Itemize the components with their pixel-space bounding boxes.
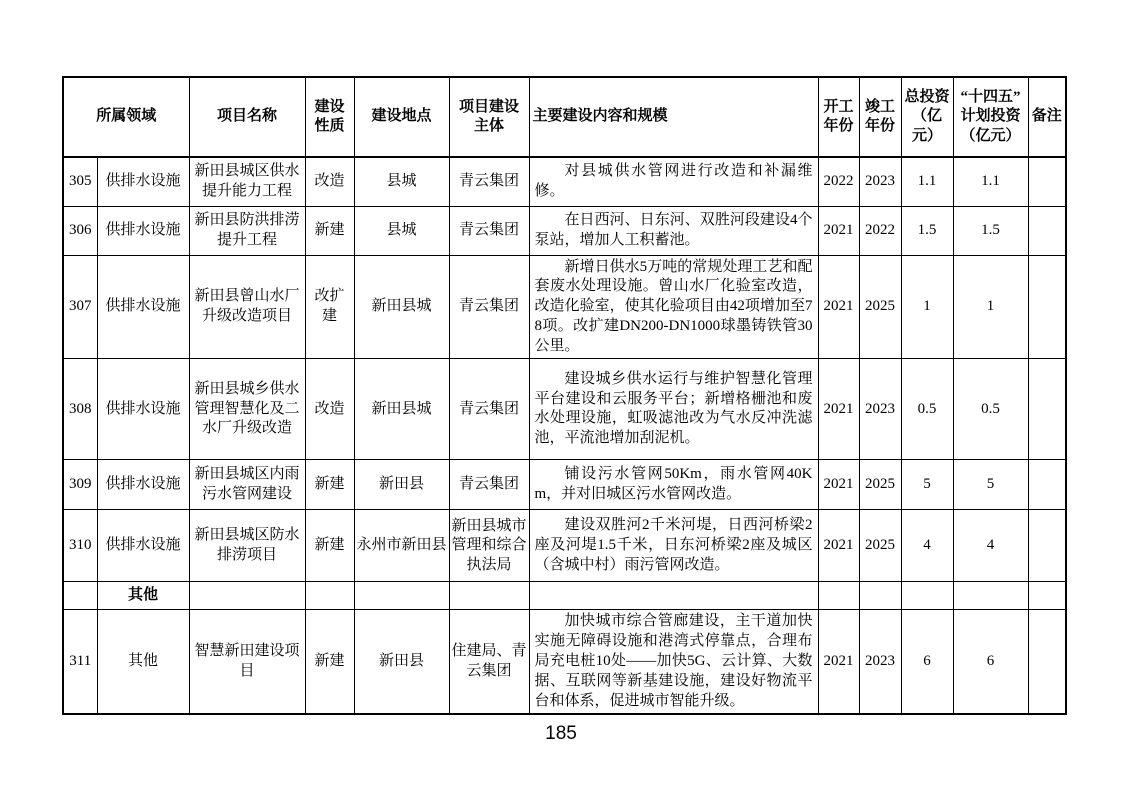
cell-start-year: [818, 582, 859, 610]
cell-plan-investment: 1.5: [953, 206, 1028, 255]
cell-total-investment: 0.5: [901, 359, 953, 460]
cell-end-year: 2023: [859, 610, 901, 714]
cell-total-investment: 5: [901, 460, 953, 510]
table-row: [63, 610, 1066, 714]
cell-project-name: 新田县城乡供水管理智慧化及二水厂升级改造: [189, 359, 305, 460]
cell-note: [1028, 582, 1066, 610]
header-content: 主要建设内容和规模: [529, 77, 818, 157]
cell-entity: 青云集团: [449, 157, 529, 206]
cell-total-investment: [901, 582, 953, 610]
cell-plan-investment: 0.5: [953, 359, 1028, 460]
header-entity: 项目建设主体: [449, 77, 529, 157]
cell-start-year: 2021: [818, 510, 859, 582]
cell-start-year: 2021: [818, 460, 859, 510]
cell-location: 永州市新田县: [354, 510, 449, 582]
cell-note: [1028, 206, 1066, 255]
cell-nature: 新建: [305, 510, 354, 582]
cell-note: [1028, 359, 1066, 460]
cell-entity: 新田县城市管理和综合执法局: [449, 510, 529, 582]
cell-row-number: 308: [63, 359, 97, 460]
cell-location: 新田县城: [354, 359, 449, 460]
cell-end-year: 2025: [859, 255, 901, 359]
cell-project-name: 新田县城区防水排涝项目: [189, 510, 305, 582]
cell-project-name: 新田县防洪排涝提升工程: [189, 206, 305, 255]
table-row: [63, 255, 1066, 359]
section-label: 其他: [97, 582, 189, 610]
cell-nature: 改造: [305, 157, 354, 206]
cell-project-name: 新田县城区内雨污水管网建设: [189, 460, 305, 510]
cell-end-year: 2023: [859, 359, 901, 460]
cell-content: [529, 582, 818, 610]
table-row: [63, 157, 1066, 206]
cell-nature: [305, 582, 354, 610]
cell-plan-investment: [953, 582, 1028, 610]
cell-row-number: [63, 582, 97, 610]
cell-start-year: 2021: [818, 255, 859, 359]
cell-plan-investment: 6: [953, 610, 1028, 714]
cell-field: 供排水设施: [97, 510, 189, 582]
cell-entity: 住建局、青云集团: [449, 610, 529, 714]
cell-location: 新田县: [354, 460, 449, 510]
cell-plan-investment: 1.1: [953, 157, 1028, 206]
cell-note: [1028, 255, 1066, 359]
cell-start-year: 2021: [818, 359, 859, 460]
cell-location: 县城: [354, 157, 449, 206]
header-nature: 建设性质: [305, 77, 354, 157]
cell-plan-investment: 4: [953, 510, 1028, 582]
cell-project-name: 新田县曾山水厂升级改造项目: [189, 255, 305, 359]
project-table: [62, 76, 1067, 715]
cell-content: 在日西河、日东河、双胜河段建设4个泵站，增加人工积蓄池。: [529, 206, 818, 255]
cell-end-year: 2025: [859, 510, 901, 582]
cell-row-number: 310: [63, 510, 97, 582]
cell-end-year: [859, 582, 901, 610]
table-row: [63, 206, 1066, 255]
cell-content: 建设双胜河2千米河堤，日西河桥梁2座及河堤1.5千米，日东河桥梁2座及城区（含城中村）雨污管网改造。: [529, 510, 818, 582]
cell-location: 新田县: [354, 610, 449, 714]
cell-nature: 新建: [305, 460, 354, 510]
cell-note: [1028, 510, 1066, 582]
cell-content: 新增日供水5万吨的常规处理工艺和配套废水处理设施。曾山水厂化验室改造，改造化验室，使其化验项目由42项增加至78项。改扩建DN200-DN1000球墨铸铁管30公里。: [529, 255, 818, 359]
header-end-year: 竣工年份: [859, 77, 901, 157]
cell-location: [354, 582, 449, 610]
header-total-investment: 总投资（亿元）: [901, 77, 953, 157]
header-field: 所属领域: [63, 77, 189, 157]
cell-entity: 青云集团: [449, 206, 529, 255]
cell-nature: 新建: [305, 610, 354, 714]
cell-total-investment: 6: [901, 610, 953, 714]
cell-content: 对县城供水管网进行改造和补漏维修。: [529, 157, 818, 206]
cell-note: [1028, 157, 1066, 206]
cell-start-year: 2022: [818, 157, 859, 206]
header-location: 建设地点: [354, 77, 449, 157]
cell-nature: 改造: [305, 359, 354, 460]
cell-total-investment: 1.5: [901, 206, 953, 255]
cell-total-investment: 1.1: [901, 157, 953, 206]
cell-project-name: [189, 582, 305, 610]
cell-entity: 青云集团: [449, 359, 529, 460]
cell-content: 建设城乡供水运行与维护智慧化管理平台建设和云服务平台；新增格栅池和废水处理设施，虹吸滤池改为气水反冲洗滤池，平流池增加刮泥机。: [529, 359, 818, 460]
cell-row-number: 311: [63, 610, 97, 714]
header-project-name: 项目名称: [189, 77, 305, 157]
table-row: [63, 510, 1066, 582]
cell-row-number: 305: [63, 157, 97, 206]
cell-project-name: 智慧新田建设项目: [189, 610, 305, 714]
cell-field: 其他: [97, 610, 189, 714]
cell-end-year: 2022: [859, 206, 901, 255]
cell-project-name: 新田县城区供水提升能力工程: [189, 157, 305, 206]
cell-entity: [449, 582, 529, 610]
table-row: [63, 460, 1066, 510]
cell-field: 供排水设施: [97, 460, 189, 510]
cell-end-year: 2025: [859, 460, 901, 510]
cell-total-investment: 4: [901, 510, 953, 582]
cell-end-year: 2023: [859, 157, 901, 206]
table-row: [63, 359, 1066, 460]
cell-start-year: 2021: [818, 206, 859, 255]
cell-plan-investment: 1: [953, 255, 1028, 359]
cell-row-number: 306: [63, 206, 97, 255]
cell-row-number: 307: [63, 255, 97, 359]
cell-nature: 新建: [305, 206, 354, 255]
cell-entity: 青云集团: [449, 460, 529, 510]
cell-field: 供排水设施: [97, 157, 189, 206]
cell-field: 供排水设施: [97, 359, 189, 460]
cell-start-year: 2021: [818, 610, 859, 714]
header-start-year: 开工年份: [818, 77, 859, 157]
page-number: 185: [545, 723, 577, 744]
cell-plan-investment: 5: [953, 460, 1028, 510]
cell-total-investment: 1: [901, 255, 953, 359]
cell-row-number: 309: [63, 460, 97, 510]
cell-content: 铺设污水管网50Km，雨水管网40Km，并对旧城区污水管网改造。: [529, 460, 818, 510]
section-row: [63, 582, 1066, 610]
cell-note: [1028, 460, 1066, 510]
header-note: 备注: [1028, 77, 1066, 157]
cell-field: 供排水设施: [97, 206, 189, 255]
cell-field: 供排水设施: [97, 255, 189, 359]
cell-location: 县城: [354, 206, 449, 255]
cell-content: 加快城市综合管廊建设，主干道加快实施无障碍设施和港湾式停靠点，合理布局充电桩10处——加快5G、云计算、大数据、互联网等新基建设施，建设好物流平台和体系，促进城市智能升级。: [529, 610, 818, 714]
header-plan-investment: “十四五”计划投资（亿元）: [953, 77, 1028, 157]
cell-location: 新田县城: [354, 255, 449, 359]
header-row: [63, 77, 1066, 157]
cell-note: [1028, 610, 1066, 714]
cell-nature: 改扩建: [305, 255, 354, 359]
cell-entity: 青云集团: [449, 255, 529, 359]
